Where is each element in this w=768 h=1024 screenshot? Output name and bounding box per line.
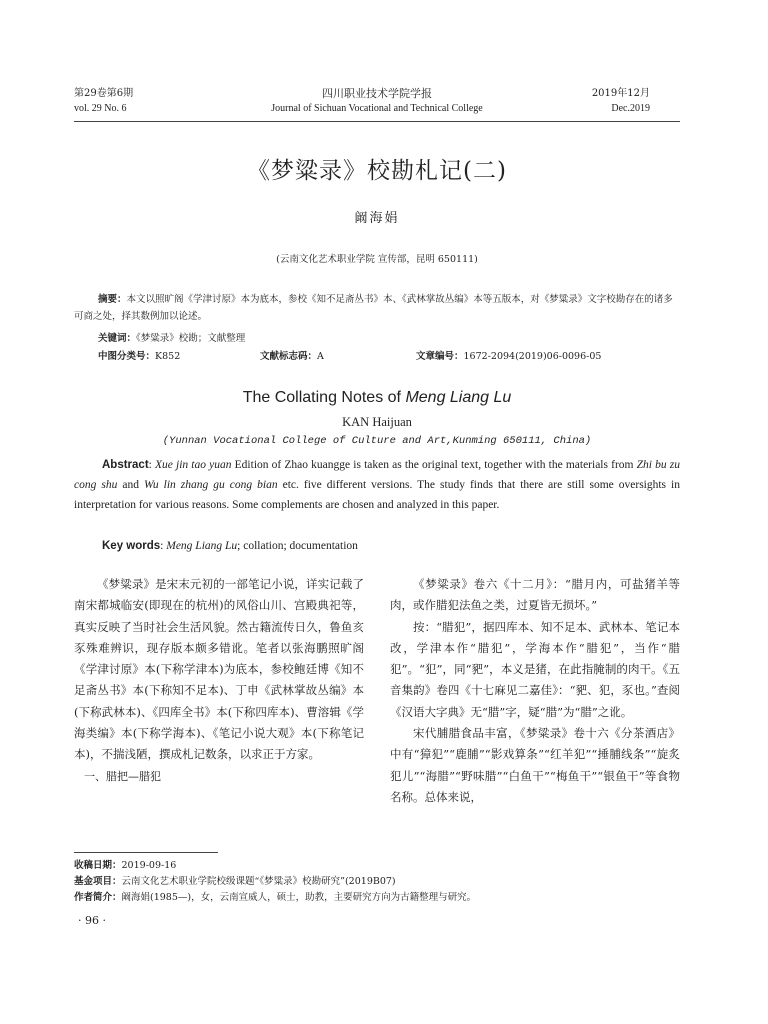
abstract-en-part: Edition of Zhao kuangge is taken as the original text, together with the materials from: [231, 459, 637, 471]
keywords-cn-text: 《梦粱录》校勘；文献整理: [136, 333, 246, 344]
fund-info: [74, 874, 680, 890]
abstract-cn: [74, 291, 680, 325]
abstract-en: [74, 455, 680, 515]
affiliation-cn: (云南文化艺术职业学院 宣传部，昆明 650111): [276, 254, 478, 265]
document-code: [260, 348, 324, 365]
author-bio: [74, 890, 680, 906]
author-bio-label: 作者简介：: [74, 892, 122, 903]
page-number: · 96 ·: [78, 914, 106, 927]
abstract-en-part: and: [117, 479, 144, 491]
abstract-en-label: Abstract: [102, 459, 149, 471]
affiliation-en: (Yunnan Vocational College of Culture and Art,Kunming 650111, China): [162, 435, 592, 447]
abstract-en-italic: Xue jin tao yuan: [155, 459, 232, 471]
volume-cn: 第29卷第6期: [74, 88, 134, 99]
article-title-en: [74, 389, 680, 407]
abstract-cn-text: 本文以照旷阁《学津讨原》本为底本，参校《知不足斋丛书》本、《武林掌故丛编》本等五版本，对《梦粱录》文字校勘存在的诸多可商之处，择其数例加以论述。: [74, 294, 673, 322]
abstract-en-part: :: [148, 459, 155, 471]
journal-name: [74, 86, 680, 116]
author-en: KAN Haijuan: [342, 415, 412, 429]
fund-label: 基金项目：: [74, 876, 122, 887]
journal-name-cn: 四川职业技术学院学报: [322, 87, 432, 100]
keywords-en-rest: ; collation; documentation: [237, 540, 358, 552]
author-bio-value: 阚海娟(1985—)，女，云南宣威人，硕士，助教，主要研究方向为古籍整理与研究。: [121, 892, 477, 903]
doc-value: A: [317, 351, 324, 362]
footnotes: [74, 858, 680, 906]
article-value: 1672-2094(2019)06-0096-05: [463, 351, 602, 362]
keywords-en-label: Key words: [102, 540, 161, 552]
keywords-en-italic: Meng Liang Lu: [166, 540, 238, 552]
keywords-en: [102, 536, 358, 556]
body-left-column: [74, 574, 364, 787]
abstract-en-italic: Wu lin zhang gu cong bian: [143, 479, 278, 491]
keywords-en-sep: :: [160, 540, 167, 552]
article-title-cn: 《梦粱录》校勘札记(二): [247, 158, 507, 184]
author-cn: 阚海娟: [354, 211, 400, 226]
body-paragraph: 宋代脯腊食品丰富，《梦粱录》卷十六《分茶酒店》中有“獐犯”“鹿脯”“影戏算条”“红羊犯”“捶脯线条”“旋炙犯儿”“海腊”“野味腊”“白鱼干”“梅鱼干”“银鱼干”等食物名称。总体来说，: [390, 726, 680, 804]
journal-name-en: Journal of Sichuan Vocational and Technical College: [271, 103, 483, 114]
article-number: [416, 348, 601, 365]
article-label: 文章编号：: [416, 351, 464, 362]
keywords-cn-label: 关键词：: [98, 333, 137, 344]
received-value: 2019-09-16: [121, 860, 177, 871]
header-rule: [74, 121, 680, 122]
volume-en: vol. 29 No. 6: [74, 103, 127, 114]
date-en: Dec.2019: [611, 103, 650, 114]
issue-date: [592, 86, 650, 116]
date-cn: 2019年12月: [591, 88, 650, 99]
body-paragraph: 《梦粱录》是宋末元初的一部笔记小说，详实记载了南宋都城临安(即现在的杭州)的风俗山川、宫殿典祀等，真实反映了当时社会生活风貌。然古籍流传日久，鲁鱼亥豕殊难辨识，现存版本颇多错讹。笔者以张海鹏照旷阁《学津讨原》本(下称学津本)为底本，参校鲍廷博《知不足斋丛书》本(下称知不足本)、丁申《武林掌故丛编》本(下称武林本)、《四库全书》本(下称四库本)、曹溶辑《学海类编》本(下称学海本)、《笔记小说大观》本(下称笔记本)，不揣浅陋，撰成札记数条，以求正于方家。: [74, 577, 364, 762]
doc-label: 文献标志码：: [260, 351, 318, 362]
abstract-cn-label: 摘要：: [98, 294, 127, 305]
body-paragraph: 《梦粱录》卷六《十二月》：“腊月内，可盐猪羊等肉，或作腊犯法鱼之类，过夏皆无损坏。”: [390, 577, 680, 613]
title-en-plain: The Collating Notes of: [242, 389, 406, 406]
clc-label: 中图分类号：: [98, 351, 156, 362]
abstract-en-part: etc. five different versions. The study finds that there are still some oversights in interpretation for various reasons. Some complements are chosen and analyzed in this paper.: [74, 479, 680, 511]
section-heading: 一、腊把—腊犯: [84, 769, 161, 783]
title-en-italic: Meng Liang Lu: [405, 389, 512, 406]
received-label: 收稿日期：: [74, 860, 122, 871]
keywords-cn: [98, 330, 245, 347]
received-date: [74, 858, 680, 874]
clc-number: [98, 348, 180, 365]
abstract-en-italic: Zhi bu zu cong shu: [74, 459, 680, 491]
body-right-column: [390, 574, 680, 808]
body-paragraph: 按：“腊犯”，据四库本、知不足本、武林本、笔记本改，学津本作“腊犯”，学海本作“腊犯”，当作“腊犯”。“犯”，同“豝”，本义是猪，在此指腌制的肉干。《五音集韵》卷四《十七麻见二嘉佳》：“豝、犯，豕也。”查阅《汉语大字典》无“腊”字，疑“腊”为“腊”之讹。: [390, 619, 680, 719]
fund-value: 云南文化艺术职业学院校级课题“《梦粱录》校勘研究”(2019B07): [121, 876, 396, 887]
footnote-rule: [74, 852, 218, 853]
clc-value: K852: [155, 351, 181, 362]
